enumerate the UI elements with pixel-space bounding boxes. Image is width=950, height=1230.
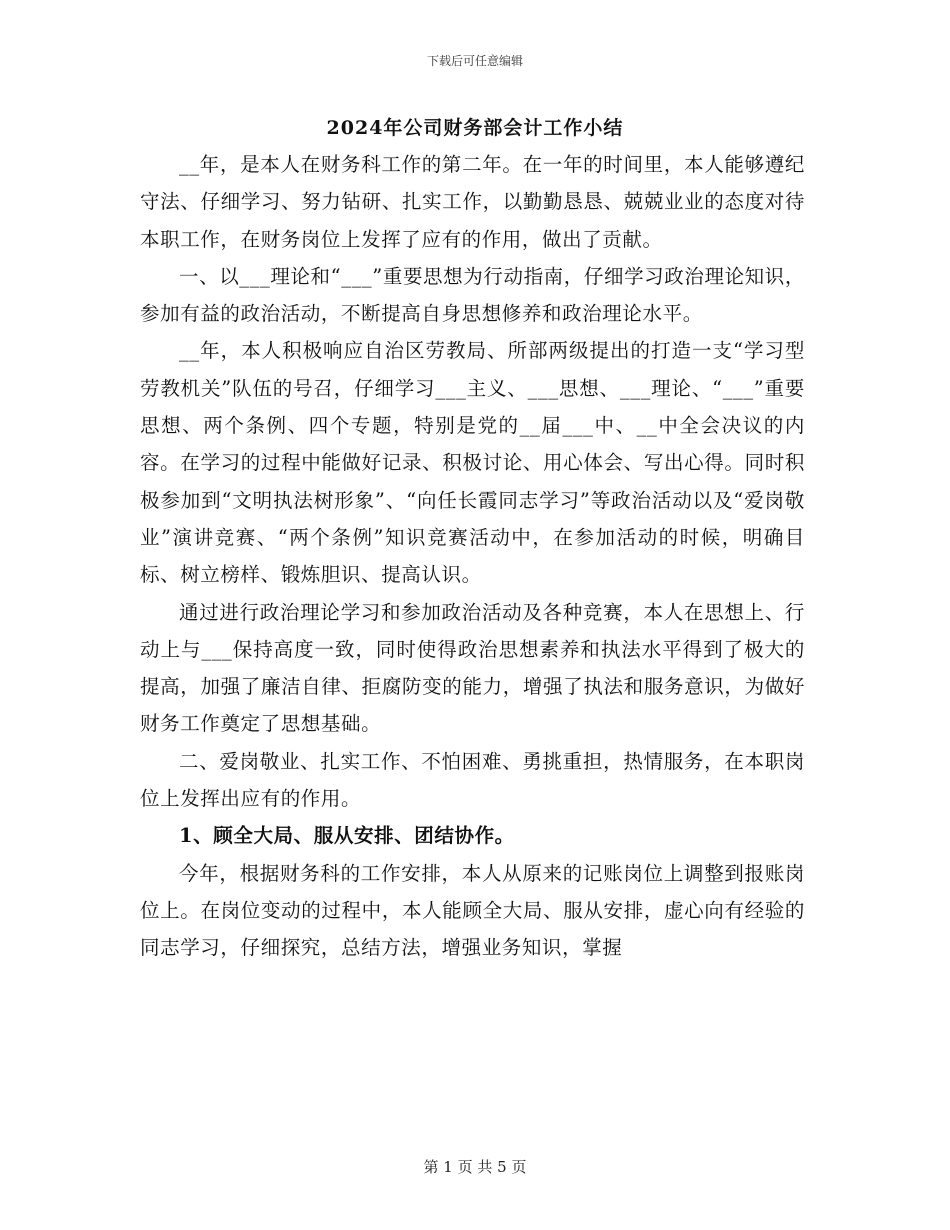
paragraph-study-activities: __年，本人积极响应自治区劳教局、所部两级提出的打造一支“学习型劳教机关”队伍的号召，仔细学习___主义、___思想、___理论、“___”重要思想、两个条例、四个专题，特别是党的__届___中、__中全会决议的内容。在学习的过程中能做好记录、积极讨论、用心体会、写出心得。同时积极参加到“文明执法树形象”、“向任长霞同志学习”等政治活动以及“爱岗敬业”演讲竞赛、“两个条例”知识竞赛活动中，在参加活动的时候，明确目标、树立榜样、锻炼胆识、提高认识。 <box>140 339 805 587</box>
paragraph-section-two-heading: 二、爱岗敬业、扎实工作、不怕困难、勇挑重担，热情服务，在本职岗位上发挥出应有的作用。 <box>140 749 805 811</box>
document-title: 2024年公司财务部会计工作小结 <box>326 117 624 139</box>
paragraph-subheading-one: 1、顾全大局、服从安排、团结协作。 <box>179 824 515 848</box>
paragraph-intro: __年，是本人在财务科工作的第二年。在一年的时间里，本人能够遵纪守法、仔细学习、努力钻研、扎实工作，以勤勤恳恳、兢兢业业的态度对待本职工作，在财务岗位上发挥了应有的作用，做出了贡献。 <box>140 153 805 251</box>
page-number-footer: 第 1 页 共 5 页 <box>423 1158 527 1176</box>
paragraph-section-one-heading: 一、以___理论和“___”重要思想为行动指南，仔细学习政治理论知识，参加有益的政治活动，不断提高自身思想修养和政治理论水平。 <box>140 264 805 326</box>
paragraph-study-results: 通过进行政治理论学习和参加政治活动及各种竞赛，本人在思想上、行动上与___保持高度一致，同时使得政治思想素养和执法水平得到了极大的提高，加强了廉洁自律、拒腐防变的能力，增强了执法和服务意识，为做好财务工作奠定了思想基础。 <box>140 600 805 736</box>
paragraph-job-adjustment: 今年，根据财务科的工作安排，本人从原来的记账岗位上调整到报账岗位上。在岗位变动的过程中，本人能顾全大局、服从安排，虚心向有经验的同志学习，仔细探究，总结方法，增强业务知识，掌握 <box>140 861 805 960</box>
document-body <box>140 146 805 967</box>
page-header-note: 下载后可任意编辑 <box>426 54 523 68</box>
